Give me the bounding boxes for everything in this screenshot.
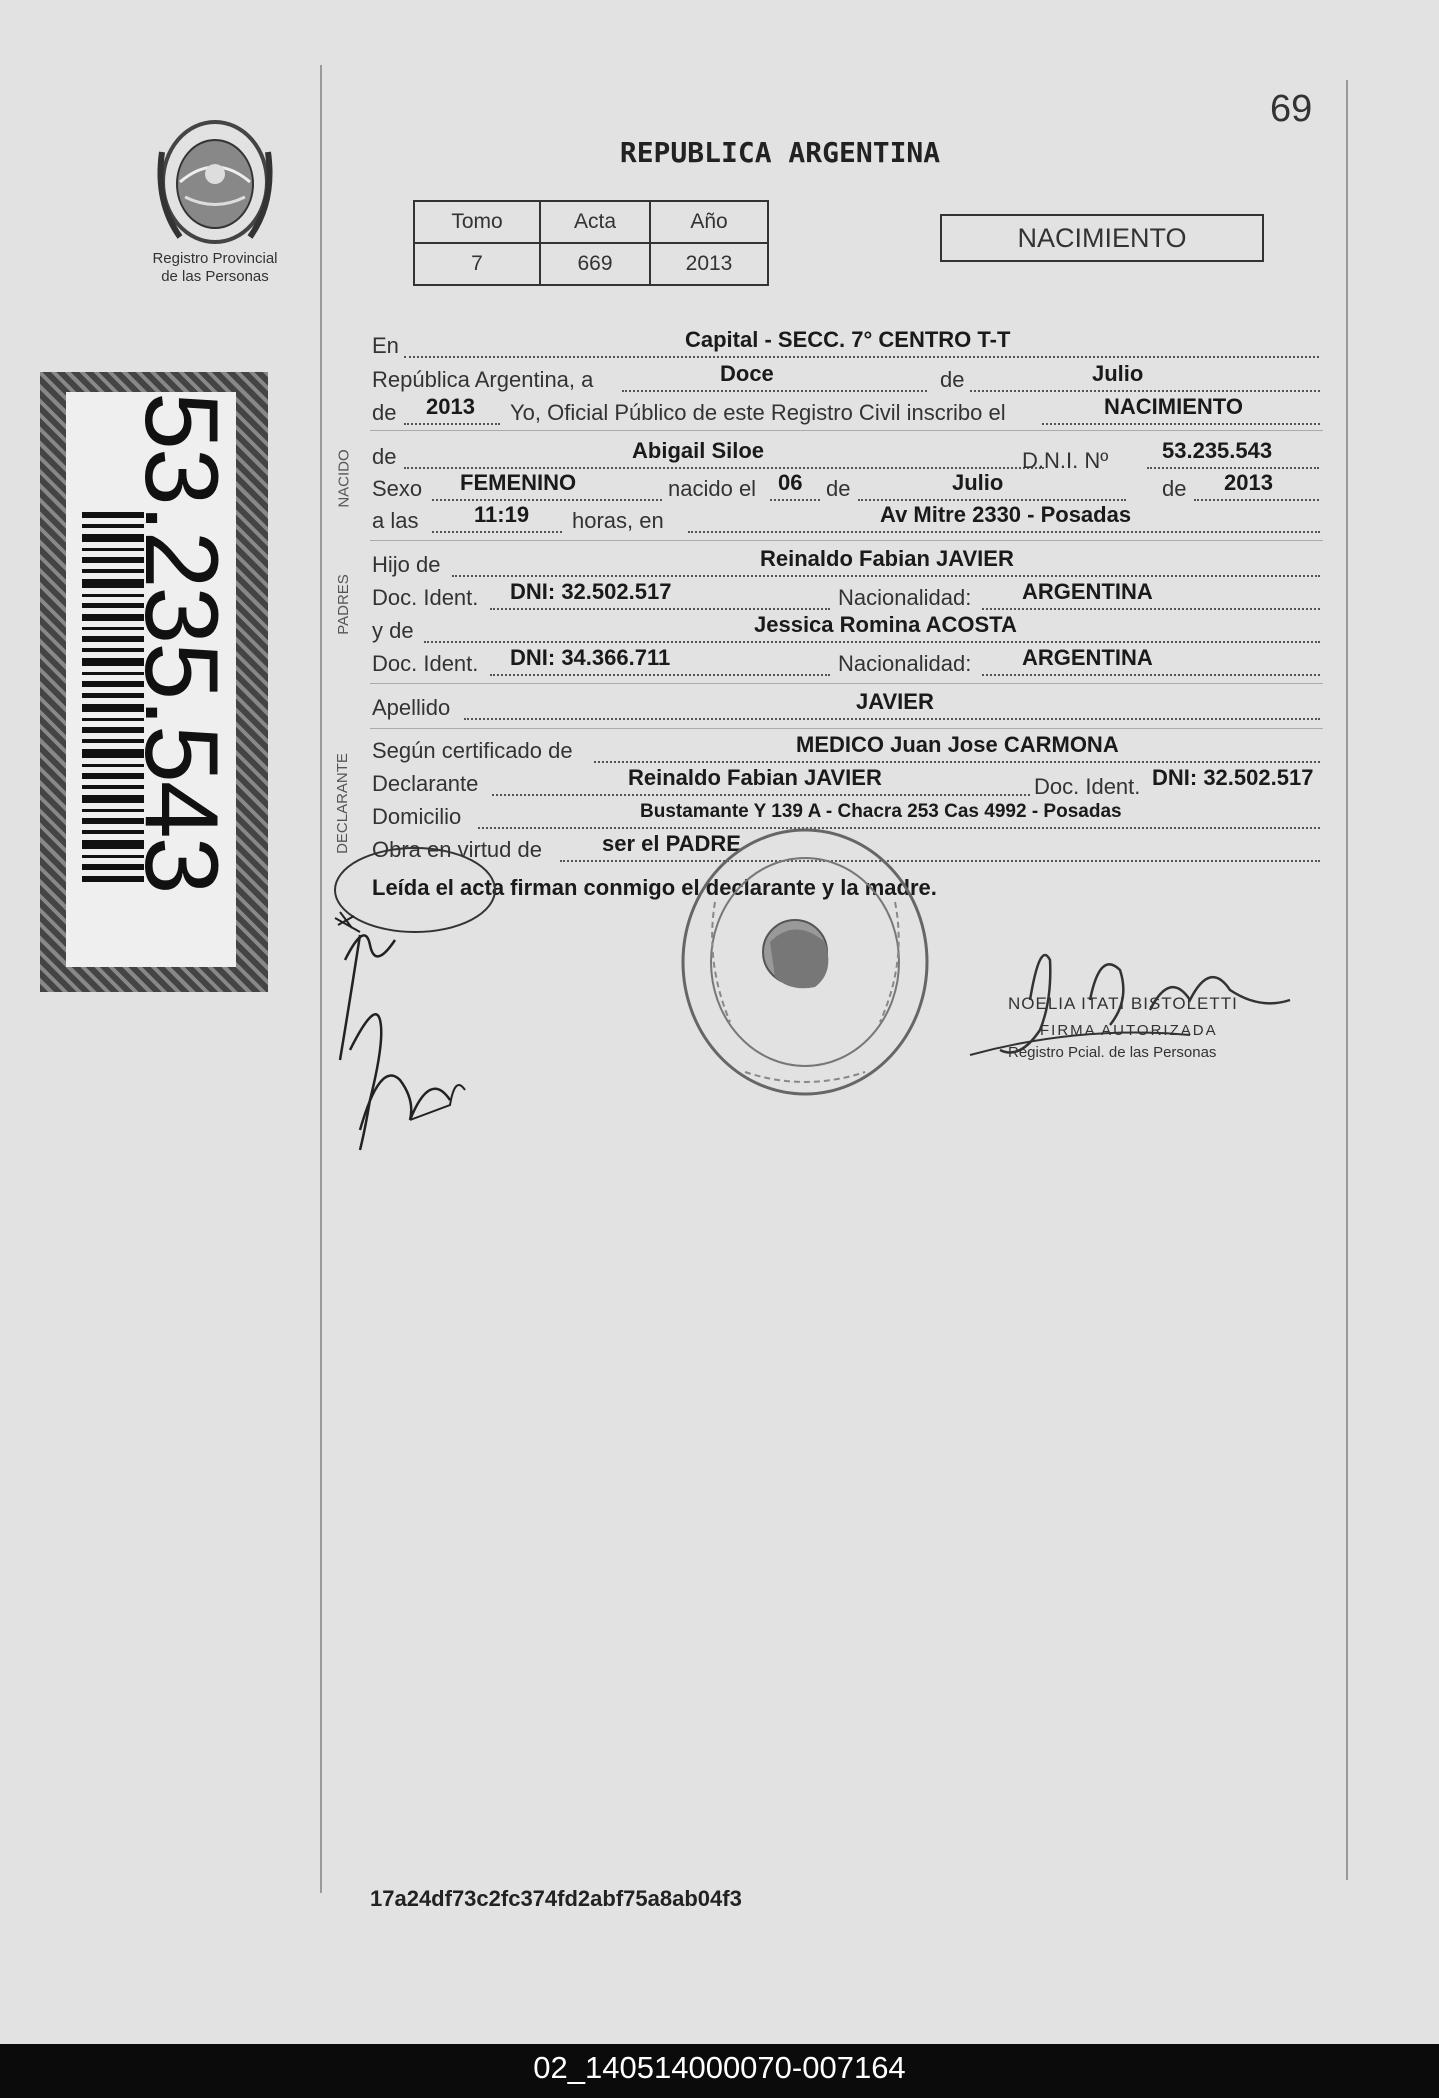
row-declarante [372, 765, 1322, 801]
dotted-line [594, 760, 1320, 763]
birth-month: Julio [952, 470, 1004, 495]
dotted-line [432, 498, 662, 501]
row-republica [372, 361, 1322, 397]
right-margin-line [1346, 80, 1348, 1880]
dotted-line [404, 355, 1319, 358]
decl-doc-label: Doc. Ident. [1034, 774, 1141, 799]
dotted-line [622, 389, 927, 392]
decl-doc-value: DNI: 32.502.517 [1152, 765, 1314, 790]
row-segun [372, 732, 1322, 768]
declarant-signature [320, 840, 520, 1180]
de2-label: de [372, 400, 397, 425]
domicilio-label: Domicilio [372, 804, 462, 829]
mother-docident-label: Doc. Ident. [372, 651, 479, 676]
apellido-value: JAVIER [856, 689, 934, 714]
sexo-value: FEMENINO [460, 470, 577, 495]
birth-year: 2013 [1224, 470, 1273, 495]
acta-header: Acta [540, 201, 650, 243]
dotted-line [432, 530, 562, 533]
dotted-line [982, 673, 1320, 676]
father-nac-label: Nacionalidad: [838, 585, 972, 610]
section-rule-padres [370, 540, 1323, 541]
dni-label: D.N.I. Nº [1022, 448, 1109, 473]
closing-text: Leída el acta firman conmigo el declarante y la madre. [372, 875, 937, 900]
place-value: Av Mitre 2330 - Posadas [880, 502, 1132, 527]
row-father-doc [372, 579, 1322, 615]
dotted-line [424, 640, 1320, 643]
hijo-label: Hijo de [372, 552, 441, 577]
page-number: 69 [1270, 88, 1313, 130]
dotted-line [404, 466, 1044, 469]
father-doc-value: DNI: 32.502.517 [510, 579, 672, 604]
dotted-line [490, 607, 830, 610]
day-value: Doce [720, 361, 774, 386]
official-stamp [675, 822, 935, 1102]
nacido-label: nacido el [668, 476, 757, 501]
oficial-text: Yo, Oficial Público de este Registro Civil inscribo el [510, 400, 1006, 425]
barcode-block [40, 372, 268, 992]
reference-table [413, 200, 769, 286]
month-value: Julio [1092, 361, 1144, 386]
obra-label: Obra en virtud de [372, 837, 542, 862]
inscribe-value: NACIMIENTO [1104, 394, 1243, 419]
row-apellido [372, 689, 1322, 725]
dotted-line [1042, 422, 1320, 425]
barcode-number: 53.235.543 [123, 392, 239, 893]
en-value: Capital - SECC. 7° CENTRO T-T [685, 327, 1011, 352]
registry-label-line2: de las Personas [161, 268, 269, 285]
country-title: REPUBLICA ARGENTINA [619, 136, 941, 169]
mother-nac-label: Nacionalidad: [838, 651, 972, 676]
row-en [372, 327, 1322, 363]
father-nat-value: ARGENTINA [1022, 579, 1153, 604]
dotted-line [770, 498, 820, 501]
en-label: En [372, 333, 399, 358]
anio-value: 2013 [650, 243, 768, 285]
apellido-label: Apellido [372, 695, 451, 720]
dotted-line [560, 859, 1320, 862]
row-mother [372, 612, 1322, 648]
name-value: Abigail Siloe [632, 438, 765, 463]
section-label-declarante: DECLARANTE [333, 753, 351, 854]
dotted-line [1147, 466, 1319, 469]
tomo-value: 7 [414, 243, 540, 285]
record-type-box: NACIMIENTO [940, 214, 1264, 262]
segun-value: MEDICO Juan Jose CARMONA [796, 732, 1119, 757]
obra-value: ser el PADRE [602, 831, 741, 856]
father-value: Reinaldo Fabian JAVIER [760, 546, 1014, 571]
section-rule-nacido [370, 430, 1323, 431]
footer-id: 02_140514000070-007164 [533, 2050, 906, 2085]
dotted-line [970, 389, 1320, 392]
de3-label: de [826, 476, 851, 501]
row-father [372, 546, 1322, 582]
province-emblem-icon [150, 112, 280, 252]
signer-org: Registro Pcial. de las Personas [1008, 1044, 1217, 1061]
yde-label: y de [372, 618, 414, 643]
birth-day: 06 [778, 470, 803, 495]
section-rule-apellido [370, 683, 1323, 684]
tomo-header: Tomo [414, 201, 540, 243]
document-hash: 17a24df73c2fc374fd2abf75a8ab04f3 [370, 1886, 742, 1911]
section-label-padres: PADRES [334, 574, 352, 635]
row-oficial [372, 394, 1322, 430]
segun-label: Según certificado de [372, 738, 573, 763]
dotted-line [688, 530, 1320, 533]
declarante-value: Reinaldo Fabian JAVIER [628, 765, 882, 790]
alas-label: a las [372, 508, 419, 533]
time-value: 11:19 [474, 502, 530, 527]
mother-value: Jessica Romina ACOSTA [754, 612, 1017, 637]
section-rule-declarante [370, 728, 1323, 729]
mother-doc-value: DNI: 34.366.711 [510, 645, 671, 670]
row-time [372, 502, 1322, 538]
barcode-panel [66, 392, 239, 967]
anio-header: Año [650, 201, 768, 243]
mother-nat-value: ARGENTINA [1022, 645, 1153, 670]
father-docident-label: Doc. Ident. [372, 585, 479, 610]
horas-label: horas, en [572, 508, 664, 533]
dotted-line [490, 673, 830, 676]
dotted-line [1194, 498, 1319, 501]
domicilio-value: Bustamante Y 139 A - Chacra 253 Cas 4992 - Posadas [640, 801, 1122, 822]
sexo-label: Sexo [372, 476, 423, 501]
dotted-line [452, 574, 1320, 577]
section-label-nacido: NACIDO [335, 449, 353, 508]
de4-label: de [1162, 476, 1187, 501]
registry-label [130, 250, 300, 286]
dotted-line [982, 607, 1320, 610]
year-value: 2013 [426, 394, 475, 419]
dotted-line [858, 498, 1126, 501]
registry-label-line1: Registro Provincial [152, 250, 278, 267]
dni-value: 53.235.543 [1162, 438, 1273, 463]
de-label: de [940, 367, 965, 392]
dotted-line [492, 793, 1030, 796]
dotted-line [464, 717, 1320, 720]
row-mother-doc [372, 645, 1322, 681]
signer-title: FIRMA AUTORIZADA [1040, 1022, 1218, 1039]
acta-value: 669 [540, 243, 650, 285]
dotted-line [404, 422, 500, 425]
republica-label: República Argentina, a [372, 367, 594, 392]
de-name-label: de [372, 444, 397, 469]
signer-name: NOELIA ITATI BISTOLETTI [1008, 994, 1238, 1013]
declarante-label: Declarante [372, 771, 479, 796]
